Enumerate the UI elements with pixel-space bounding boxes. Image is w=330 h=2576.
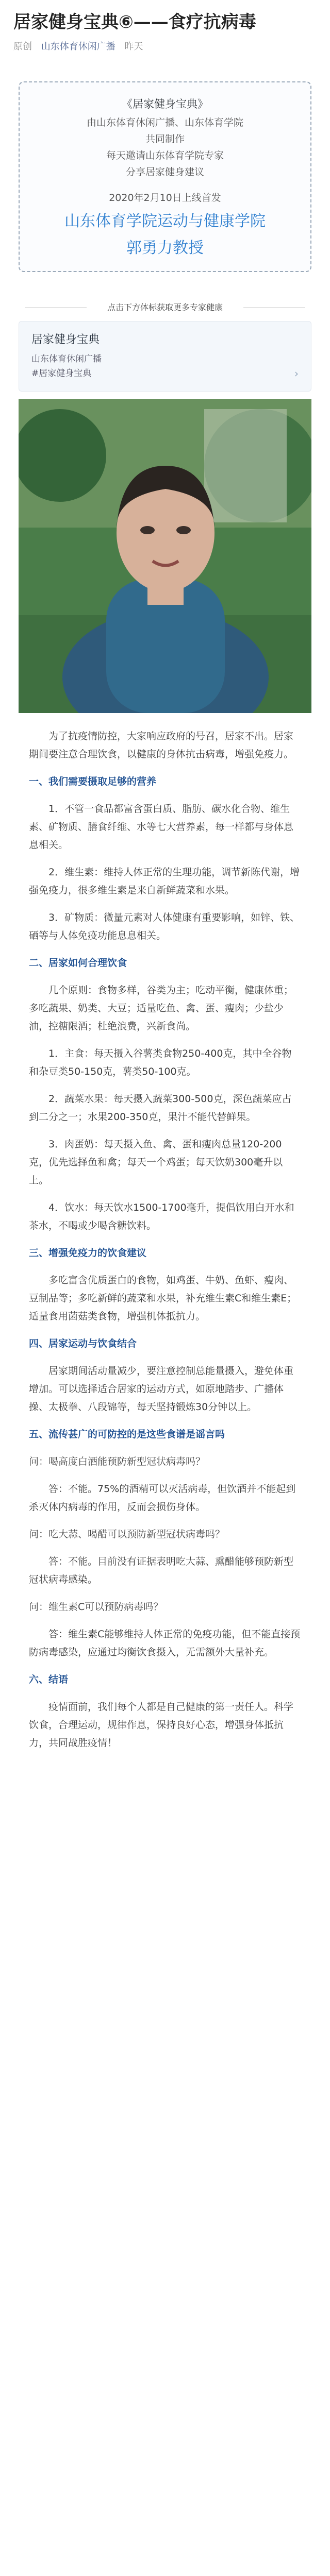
publish-time: 昨天 <box>124 41 143 52</box>
intro-card-title: 《居家健身宝典》 <box>122 98 208 110</box>
question: 问：维生素C可以预防病毒吗？ <box>29 1601 163 1613</box>
section-heading: 二、居家如何合理饮食 <box>29 957 127 969</box>
article-header <box>0 0 330 58</box>
divider-text: 点击下方体标获取更多专家健康 <box>0 301 330 313</box>
intro-card-org: 山东体育学院运动与健康学院 <box>64 212 266 230</box>
answer: 答：维生素C能够维持人体正常的免疫功能，但不能直接预防病毒感染，应通过均衡饮食摄入，无需额外大量补充。 <box>29 1629 301 1658</box>
section-heading: 五、流传甚广的可防控的是这些食谱是谣言吗 <box>29 1429 225 1440</box>
topic-card-line: 山东体育休闲广播 <box>31 354 102 364</box>
answer: 答：不能。75%的酒精可以灭活病毒，但饮酒并不能起到杀灭体内病毒的作用，反而会损伤身体。 <box>29 1483 296 1513</box>
section-heading: 四、居家运动与饮食结合 <box>29 1338 137 1349</box>
account-link[interactable]: 山东体育休闲广播 <box>41 41 116 52</box>
article-body <box>0 713 330 1752</box>
original-tag: 原创 <box>13 41 32 52</box>
intro-card-line: 共同制作 <box>145 133 185 145</box>
paragraph: 3．肉蛋奶：每天摄入鱼、禽、蛋和瘦肉总量120-200克，优先选择鱼和禽；每天一个鸡蛋；每天饮奶300毫升以上。 <box>29 1139 283 1186</box>
intro-card-line: 分享居家健身建议 <box>125 166 204 178</box>
expert-photo <box>19 399 311 713</box>
paragraph: 4．饮水：每天饮水1500-1700毫升，提倡饮用白开水和茶水，不喝或少喝含糖饮料。 <box>29 1202 294 1231</box>
question: 问：吃大蒜、喝醋可以预防新型冠状病毒吗？ <box>29 1529 225 1540</box>
paragraph: 2．蔬菜水果：每天摄入蔬菜300-500克，深色蔬菜应占到二分之一；水果200-350克，果汁不能代替鲜果。 <box>29 1093 292 1123</box>
section-heading: 一、我们需要摄取足够的营养 <box>29 776 157 787</box>
photo-svg <box>19 399 311 713</box>
question: 问：喝高度白酒能预防新型冠状病毒吗？ <box>29 1456 206 1467</box>
intro-card-date: 2020年2月10日上线首发 <box>109 192 221 204</box>
paragraph: 为了抗疫情防控，大家响应政府的号召，居家不出。居家期间要注意合理饮食，以健康的身体抗击病毒，增强免疫力。 <box>29 731 294 760</box>
intro-card-line: 每天邀请山东体育学院专家 <box>106 150 224 161</box>
topic-card-title: 居家健身宝典 <box>31 333 100 346</box>
paragraph: 3．矿物质：微量元素对人体健康有重要影响，如锌、铁、硒等与人体免疫功能息息相关。 <box>29 912 300 941</box>
paragraph: 1．不管一食品都富含蛋白质、脂肪、碳水化合物、维生素、矿物质、膳食纤维、水等七大营养素，每一样都与身体息息相关。 <box>29 803 294 851</box>
paragraph: 几个原则：食物多样，谷类为主；吃动平衡，健康体重；多吃蔬果、奶类、大豆；适量吃鱼、禽、蛋、瘦肉；少盐少油，控糖限酒；杜绝浪费，兴新食尚。 <box>29 985 294 1032</box>
topic-card-row <box>31 366 299 381</box>
section-heading: 六、结语 <box>29 1674 69 1685</box>
paragraph: 2．维生素：维持人体正常的生理功能，调节新陈代谢，增强免疫力，很多维生素是来自新鲜蔬菜和水果。 <box>29 867 300 896</box>
paragraph: 疫情面前，我们每个人都是自己健康的第一责任人。科学饮食，合理运动，规律作息，保持良好心态，增强身体抵抗力，共同战胜疫情！ <box>29 1701 294 1749</box>
paragraph: 多吃富含优质蛋白的食物，如鸡蛋、牛奶、鱼虾、瘦肉、豆制品等；多吃新鲜的蔬菜和水果，补充维生素C和维生素E；适量食用菌菇类食物，增强机体抵抗力。 <box>29 1275 297 1322</box>
article-meta <box>13 39 317 53</box>
intro-card-line: 由山东体育休闲广播、山东体育学院 <box>86 117 243 128</box>
topic-card-hashtag: #居家健身宝典 <box>31 368 92 379</box>
section-heading: 三、增强免疫力的饮食建议 <box>29 1247 147 1259</box>
topic-card[interactable] <box>19 321 311 392</box>
paragraph: 居家期间活动量减少，要注意控制总能量摄入，避免体重增加。可以选择适合居家的运动方式，如原地踏步、广播体操、太极拳、八段锦等，每天坚持锻炼30分钟以上。 <box>29 1365 294 1413</box>
answer: 答：不能。目前没有证据表明吃大蒜、熏醋能够预防新型冠状病毒感染。 <box>29 1556 294 1585</box>
chevron-right-icon: › <box>294 367 299 380</box>
article-title: 居家健身宝典⑥——食疗抗病毒 <box>13 12 256 32</box>
intro-card <box>19 81 311 272</box>
paragraph: 1．主食：每天摄入谷薯类食物250-400克，其中全谷物和杂豆类50-150克，薯类50-100克。 <box>29 1048 292 1077</box>
intro-card-person: 郭勇力教授 <box>126 239 204 257</box>
